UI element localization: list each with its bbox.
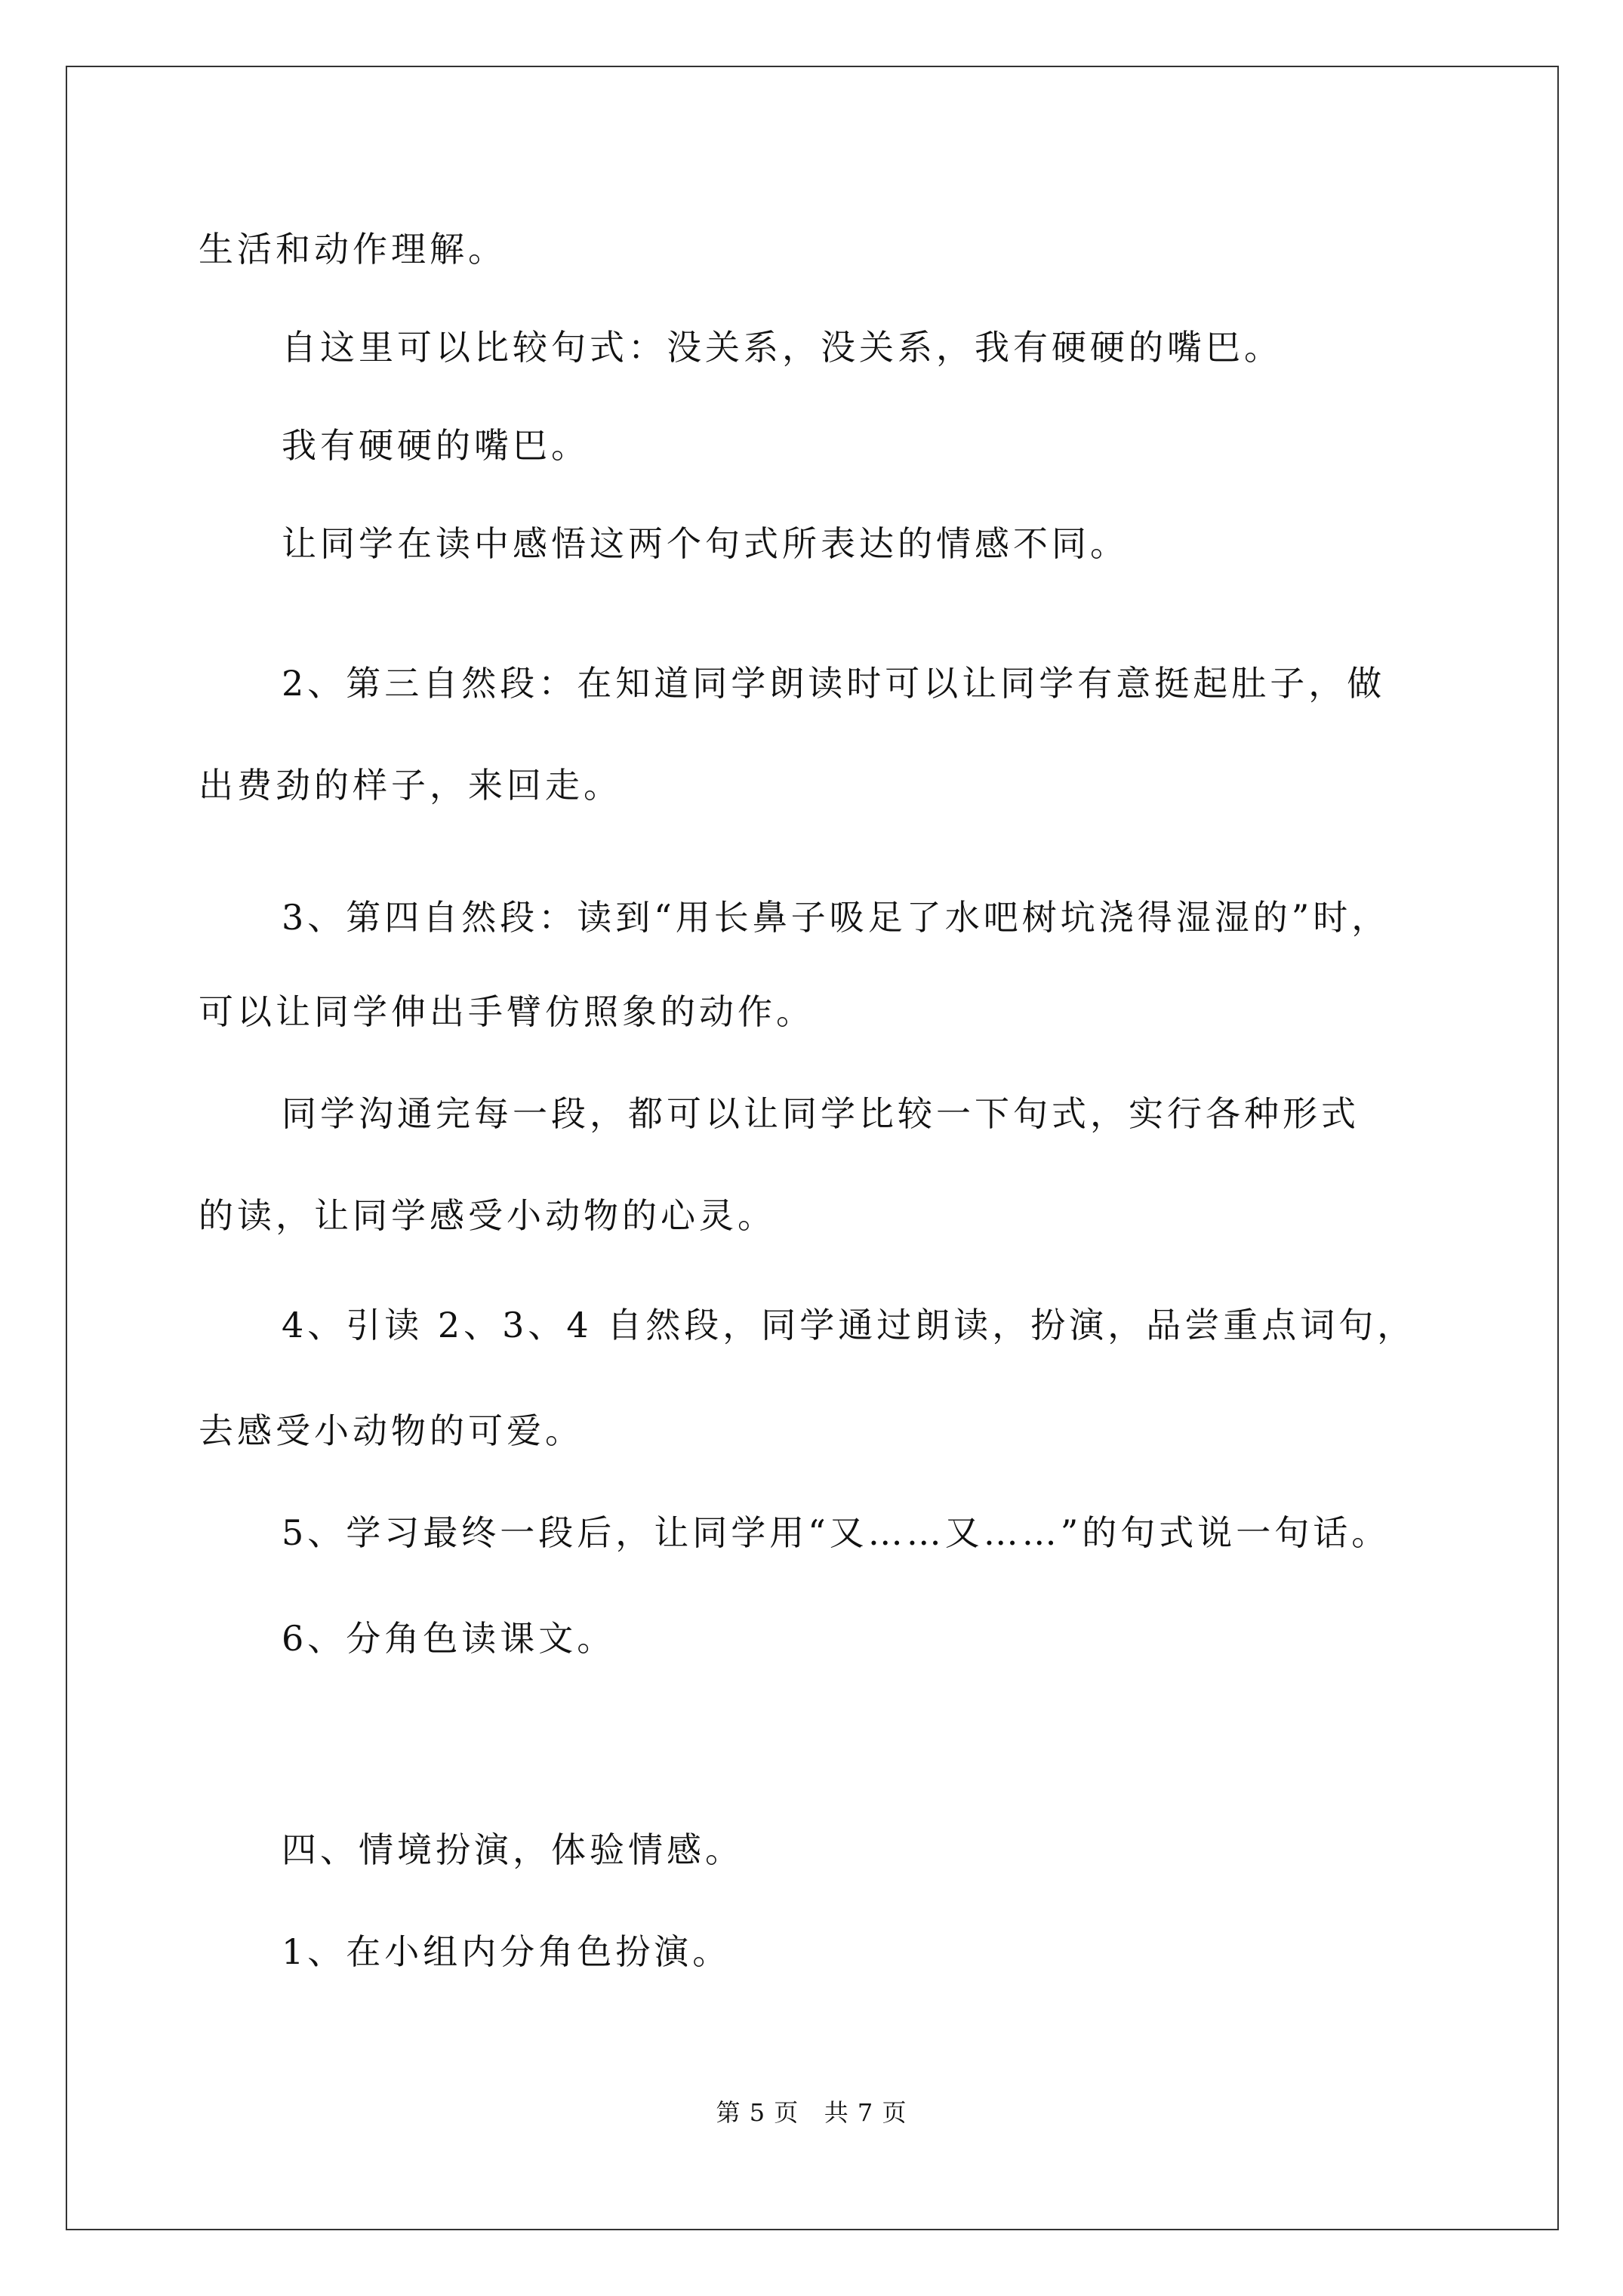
text-line-3: 我有硬硬的嘴巴。 — [282, 425, 590, 466]
text-line-12: 去感受小动物的可爱。 — [199, 1410, 584, 1451]
text-line-13: 5、学习最终一段后，让同学用“又……又……”的句式说一句话。 — [282, 1512, 1390, 1553]
text-line-8: 可以让同学伸出手臂仿照象的动作。 — [199, 991, 815, 1032]
text-line-5: 2、第三自然段：在知道同学朗读时可以让同学有意挺起肚子，做 — [282, 663, 1386, 704]
text-line-14: 6、分角色读课文。 — [282, 1618, 616, 1659]
text-line-10: 的读，让同学感受小动物的心灵。 — [199, 1195, 776, 1236]
text-line-7: 3、第四自然段：读到“用长鼻子吸足了水吧树坑浇得湿湿的”时， — [282, 897, 1390, 938]
text-line-4: 让同学在读中感悟这两个句式所表达的情感不同。 — [282, 523, 1129, 564]
text-line-1: 生活和动作理解。 — [199, 229, 507, 270]
text-line-16: 1、在小组内分角色扮演。 — [282, 1931, 731, 1972]
page-number: 第 5 页 共 7 页 — [716, 2098, 907, 2127]
text-line-11: 4、引读 2、3、4 自然段，同学通过朗读，扮演，品尝重点词句， — [282, 1305, 1416, 1345]
page-border — [66, 66, 1559, 2230]
text-line-2: 自这里可以比较句式：没关系，没关系，我有硬硬的嘴巴。 — [282, 327, 1283, 368]
section-heading: 四、情境扮演，体验情感。 — [282, 1829, 744, 1870]
text-line-9: 同学沟通完每一段，都可以让同学比较一下句式，实行各种形式 — [282, 1093, 1360, 1134]
text-line-6: 出费劲的样子，来回走。 — [199, 765, 622, 806]
